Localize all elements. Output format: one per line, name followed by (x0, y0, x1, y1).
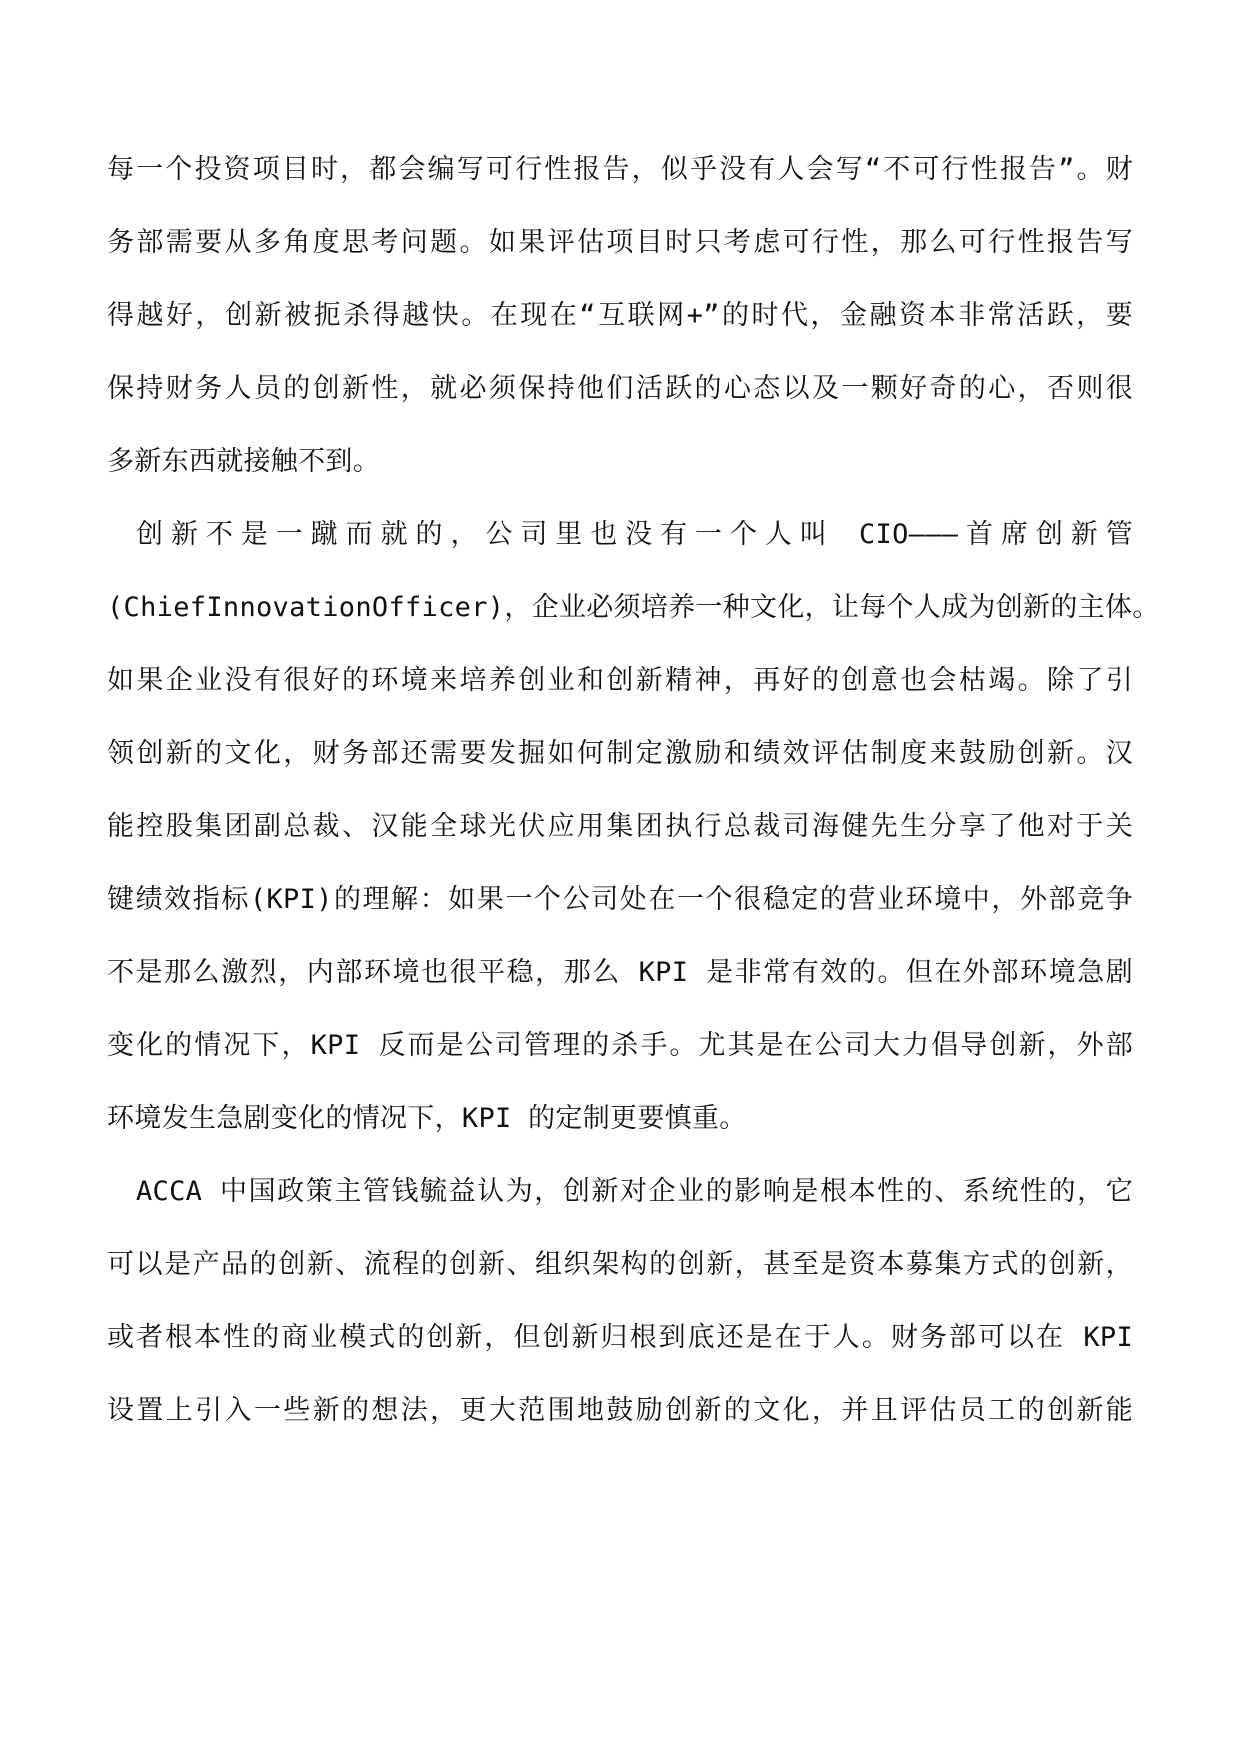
text-line: (ChiefInnovationOfficer)，企业必须培养一种文化，让每个人成为创新的主体。 (107, 592, 1160, 623)
text-line: 得越好，创新被扼杀得越快。在现在“互联网+”的时代，金融资本非常活跃，要 (107, 300, 1133, 331)
text-line: 领创新的文化，财务部还需要发掘如何制定激励和绩效评估制度来鼓励创新。汉 (107, 738, 1133, 769)
text-line: 能控股集团副总裁、汉能全球光伏应用集团执行总裁司海健先生分享了他对于关 (107, 811, 1133, 842)
text-line: 保持财务人员的创新性，就必须保持他们活跃的心态以及一颗好奇的心，否则很 (107, 373, 1133, 404)
text-line: 环境发生急剧变化的情况下，KPI 的定制更要慎重。 (107, 1103, 747, 1134)
text-line: 不是那么激烈，内部环境也很平稳，那么 KPI 是非常有效的。但在外部环境急剧 (107, 957, 1133, 988)
text-line: 可以是产品的创新、流程的创新、组织架构的创新，甚至是资本募集方式的创新， (107, 1249, 1133, 1280)
text-line: 键绩效指标(KPI)的理解：如果一个公司处在一个很稳定的营业环境中，外部竞争 (107, 884, 1133, 915)
text-line: 或者根本性的商业模式的创新，但创新归根到底还是在于人。财务部可以在 KPI (107, 1322, 1133, 1353)
text-line: 如果企业没有很好的环境来培养创业和创新精神，再好的创意也会枯竭。除了引 (107, 665, 1133, 696)
text-line: 变化的情况下，KPI 反而是公司管理的杀手。尤其是在公司大力倡导创新，外部 (107, 1030, 1133, 1061)
text-line: 务部需要从多角度思考问题。如果评估项目时只考虑可行性，那么可行性报告写 (107, 227, 1133, 258)
text-line: 设置上引入一些新的想法，更大范围地鼓励创新的文化，并且评估员工的创新能 (107, 1395, 1133, 1426)
text-line: 每一个投资项目时，都会编写可行性报告，似乎没有人会写“不可行性报告”。财 (107, 154, 1133, 185)
paragraph-first-line: 创新不是一蹴而就的，公司里也没有一个人叫 CIO———首席创新管 (136, 519, 1133, 550)
text-line: 多新东西就接触不到。 (107, 446, 380, 477)
paragraph-first-line: ACCA 中国政策主管钱毓益认为，创新对企业的影响是根本性的、系统性的，它 (136, 1176, 1133, 1207)
